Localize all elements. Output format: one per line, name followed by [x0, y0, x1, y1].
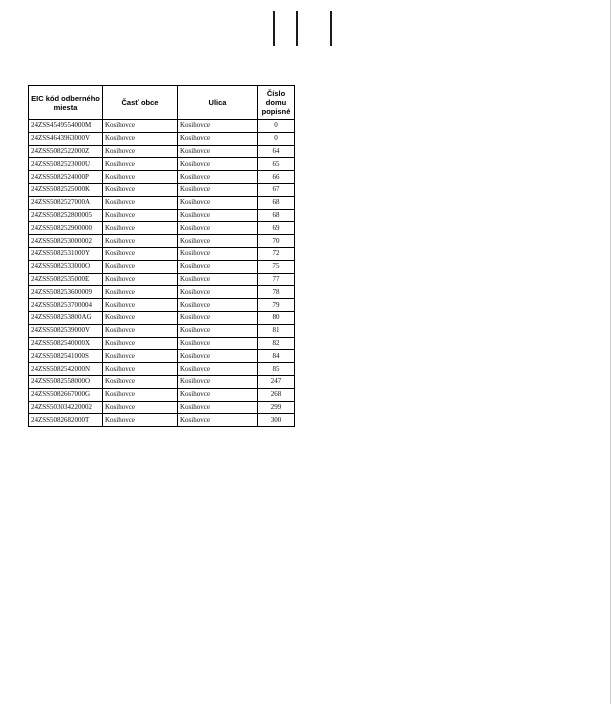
cell-number: 75 [258, 260, 295, 273]
cell-street: Kosihovce [178, 247, 258, 260]
cell-part: Kosihovce [103, 401, 178, 414]
table-row [29, 260, 295, 273]
cell-number: 0 [258, 132, 295, 145]
header-street: Ulica [178, 86, 258, 120]
table-row [29, 388, 295, 401]
cell-part: Kosihovce [103, 260, 178, 273]
table-row [29, 171, 295, 184]
cell-street: Kosihovce [178, 196, 258, 209]
cell-eic: 24ZSS5082540000X [29, 337, 103, 350]
cell-number: 268 [258, 388, 295, 401]
cell-eic: 24ZSS5082539000V [29, 324, 103, 337]
cell-eic: 24ZSS5082525000K [29, 183, 103, 196]
cell-number: 66 [258, 171, 295, 184]
table-row [29, 132, 295, 145]
table-row [29, 145, 295, 158]
cell-street: Kosihovce [178, 158, 258, 171]
cell-eic: 24ZSS4643963000V [29, 132, 103, 145]
cell-part: Kosihovce [103, 158, 178, 171]
cell-eic: 24ZSS508253600009 [29, 286, 103, 299]
cell-street: Kosihovce [178, 299, 258, 312]
table-row [29, 235, 295, 248]
cell-eic: 24ZSS508253000002 [29, 235, 103, 248]
cell-part: Kosihovce [103, 273, 178, 286]
table-row [29, 247, 295, 260]
table-body [29, 120, 295, 427]
table-row [29, 158, 295, 171]
cell-number: 84 [258, 350, 295, 363]
cell-part: Kosihovce [103, 235, 178, 248]
cell-eic: 24ZSS5082527000A [29, 196, 103, 209]
cell-part: Kosihovce [103, 311, 178, 324]
cell-number: 299 [258, 401, 295, 414]
cell-part: Kosihovce [103, 337, 178, 350]
cell-eic: 24ZSS5082541000S [29, 350, 103, 363]
cell-part: Kosihovce [103, 196, 178, 209]
cell-number: 79 [258, 299, 295, 312]
cell-street: Kosihovce [178, 132, 258, 145]
cell-part: Kosihovce [103, 132, 178, 145]
cell-street: Kosihovce [178, 209, 258, 222]
table-row [29, 120, 295, 133]
cell-number: 68 [258, 209, 295, 222]
cell-eic: 24ZSS4549554000M [29, 120, 103, 133]
cell-number: 64 [258, 145, 295, 158]
table-row [29, 350, 295, 363]
cell-number: 77 [258, 273, 295, 286]
cell-street: Kosihovce [178, 375, 258, 388]
cell-eic: 24ZSS5082558000O [29, 375, 103, 388]
cell-number: 65 [258, 158, 295, 171]
cell-eic: 24ZSS508253700004 [29, 299, 103, 312]
cell-part: Kosihovce [103, 145, 178, 158]
cell-number: 78 [258, 286, 295, 299]
header-eic: EIC kód odberného miesta [29, 86, 103, 120]
cell-eic: 24ZSS508253800AG [29, 311, 103, 324]
cell-street: Kosihovce [178, 171, 258, 184]
table-row [29, 324, 295, 337]
table-row [29, 222, 295, 235]
cell-number: 82 [258, 337, 295, 350]
cell-number: 81 [258, 324, 295, 337]
delivery-points-table [28, 85, 295, 427]
cell-street: Kosihovce [178, 337, 258, 350]
table-row [29, 337, 295, 350]
cell-number: 67 [258, 183, 295, 196]
cell-street: Kosihovce [178, 388, 258, 401]
vertical-rule-1 [273, 11, 275, 46]
table-row [29, 273, 295, 286]
cell-number: 69 [258, 222, 295, 235]
cell-street: Kosihovce [178, 401, 258, 414]
cell-street: Kosihovce [178, 324, 258, 337]
cell-part: Kosihovce [103, 209, 178, 222]
cell-part: Kosihovce [103, 286, 178, 299]
table-header-row [29, 86, 295, 120]
header-part: Časť obce [103, 86, 178, 120]
cell-street: Kosihovce [178, 222, 258, 235]
cell-street: Kosihovce [178, 235, 258, 248]
cell-part: Kosihovce [103, 414, 178, 427]
cell-part: Kosihovce [103, 299, 178, 312]
cell-number: 247 [258, 375, 295, 388]
table-row [29, 414, 295, 427]
table-row [29, 183, 295, 196]
cell-street: Kosihovce [178, 311, 258, 324]
cell-number: 72 [258, 247, 295, 260]
vertical-rule-2 [296, 11, 298, 46]
cell-eic: 24ZSS508252900000 [29, 222, 103, 235]
cell-number: 68 [258, 196, 295, 209]
cell-eic: 24ZSS5082535000E [29, 273, 103, 286]
vertical-rule-3 [330, 11, 332, 46]
table-row [29, 286, 295, 299]
table-row [29, 401, 295, 414]
cell-number: 80 [258, 311, 295, 324]
cell-eic: 24ZSS5082523000U [29, 158, 103, 171]
cell-street: Kosihovce [178, 350, 258, 363]
table-row [29, 196, 295, 209]
cell-street: Kosihovce [178, 286, 258, 299]
cell-part: Kosihovce [103, 247, 178, 260]
cell-part: Kosihovce [103, 222, 178, 235]
cell-part: Kosihovce [103, 120, 178, 133]
cell-street: Kosihovce [178, 273, 258, 286]
cell-part: Kosihovce [103, 183, 178, 196]
cell-part: Kosihovce [103, 363, 178, 376]
cell-number: 300 [258, 414, 295, 427]
cell-eic: 24ZSS5082522000Z [29, 145, 103, 158]
page-edge [610, 0, 611, 704]
cell-street: Kosihovce [178, 414, 258, 427]
cell-eic: 24ZSS5082524000P [29, 171, 103, 184]
cell-part: Kosihovce [103, 375, 178, 388]
table-row [29, 299, 295, 312]
cell-part: Kosihovce [103, 324, 178, 337]
cell-eic: 24ZSS5082667000G [29, 388, 103, 401]
cell-part: Kosihovce [103, 171, 178, 184]
cell-eic: 24ZSS503034220002 [29, 401, 103, 414]
cell-number: 85 [258, 363, 295, 376]
table-row [29, 311, 295, 324]
cell-street: Kosihovce [178, 183, 258, 196]
table-row [29, 363, 295, 376]
table-row [29, 209, 295, 222]
cell-part: Kosihovce [103, 350, 178, 363]
cell-eic: 24ZSS5082531000Y [29, 247, 103, 260]
cell-part: Kosihovce [103, 388, 178, 401]
cell-street: Kosihovce [178, 120, 258, 133]
cell-street: Kosihovce [178, 363, 258, 376]
cell-eic: 24ZSS508252800005 [29, 209, 103, 222]
cell-street: Kosihovce [178, 145, 258, 158]
cell-eic: 24ZSS5082682000T [29, 414, 103, 427]
table-row [29, 375, 295, 388]
cell-street: Kosihovce [178, 260, 258, 273]
header-number: Číslo domu popisné [258, 86, 295, 120]
cell-number: 70 [258, 235, 295, 248]
cell-eic: 24ZSS5082533000O [29, 260, 103, 273]
cell-number: 0 [258, 120, 295, 133]
cell-eic: 24ZSS5082542000N [29, 363, 103, 376]
